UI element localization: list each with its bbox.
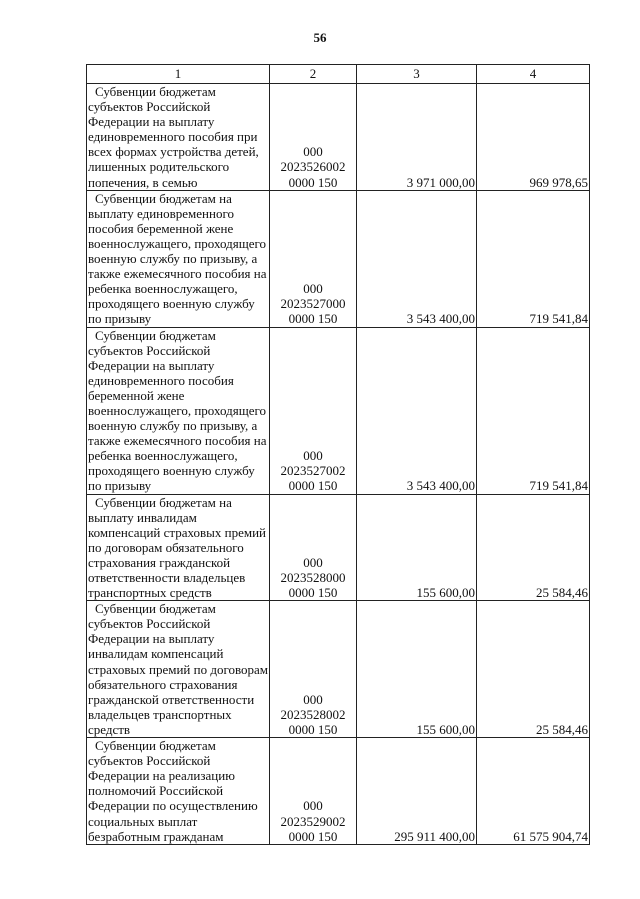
description-line: страхования гражданской [88,554,231,570]
row-description [87,494,270,601]
row-code [270,494,357,601]
description-line: военную службу по призыву, а [88,251,258,267]
code-line: 0000 150 [288,828,338,844]
description-line: субъектов Российской [88,342,211,358]
description-line: социальных выплат [88,813,198,829]
description-line: ребенка военнослужащего, [88,281,238,297]
code-line: 0000 150 [288,311,338,327]
description-line: всех формах устройства детей, [88,144,259,160]
description-line: лишенных родительского [88,159,230,175]
description-line: военнослужащего, проходящего [88,235,266,251]
row-amount-col3: 155 600,00 [357,601,477,738]
row-description [87,327,270,494]
description-line: субъектов Российской [88,753,211,769]
column-header-1: 1 [87,65,270,84]
description-line: военнослужащего, проходящего [88,402,266,418]
code-line: 000 2023529002 [280,798,346,829]
table-row [87,738,590,845]
row-code [270,84,357,191]
row-amount-col4: 969 978,65 [477,84,590,191]
code-line: 0000 150 [288,585,338,601]
row-description [87,84,270,191]
description-line: полномочий Российской [88,783,224,799]
description-line: Субвенции бюджетам [95,327,216,343]
row-amount-col4: 25 584,46 [477,494,590,601]
row-description [87,738,270,845]
description-line: военную службу по призыву, а [88,418,258,434]
row-amount-col3: 3 971 000,00 [357,84,477,191]
row-amount-col4: 719 541,84 [477,190,590,327]
table-row [87,601,590,738]
code-line: 000 2023527002 [280,448,346,479]
description-line: гражданской ответственности [88,691,255,707]
row-amount-col4: 25 584,46 [477,601,590,738]
table-row [87,190,590,327]
row-description [87,601,270,738]
code-line: 0000 150 [288,174,338,190]
code-line: 0000 150 [288,721,338,737]
table-header-row [87,65,590,84]
row-amount-col3: 295 911 400,00 [357,738,477,845]
description-line: Федерации по осуществлению [88,798,258,814]
description-line: Федерации на выплату [88,357,215,373]
row-amount-col3: 3 543 400,00 [357,190,477,327]
description-line: Федерации на реализацию [88,768,235,784]
code-line: 000 2023528000 [280,554,346,585]
description-line: Субвенции бюджетам [95,84,216,99]
description-line: субъектов Российской [88,99,211,115]
description-line: владельцев транспортных [88,706,232,722]
description-line: Субвенции бюджетам [95,738,216,754]
row-amount-col4: 719 541,84 [477,327,590,494]
description-line: выплату инвалидам [88,509,197,525]
description-line: Субвенции бюджетам на [95,494,232,510]
description-line: средств [88,721,131,737]
description-line: Федерации на выплату [88,631,215,647]
description-line: Федерации на выплату [88,114,215,130]
description-line: инвалидам компенсаций [88,646,224,662]
description-line: выплату единовременного [88,205,234,221]
description-line: Субвенции бюджетам [95,601,216,617]
budget-table [86,64,590,845]
description-line: по призыву [88,478,152,494]
description-line: ребенка военнослужащего, [88,448,238,464]
description-line: проходящего военную службу [88,296,255,312]
row-amount-col3: 155 600,00 [357,494,477,601]
table-row [87,327,590,494]
table-body [87,84,590,845]
description-line: пособия беременной жене [88,220,234,236]
description-line: единовременного пособия при [88,129,258,145]
row-code [270,601,357,738]
description-line: по призыву [88,311,152,327]
code-line: 000 2023528002 [280,691,346,722]
description-line: проходящего военную службу [88,463,255,479]
description-line: страховых премий по договорам [88,661,269,677]
row-amount-col3: 3 543 400,00 [357,327,477,494]
description-line: также ежемесячного пособия на [88,266,267,282]
description-line: транспортных средств [88,585,212,601]
description-line: Субвенции бюджетам на [95,190,232,206]
column-header-4: 4 [477,65,590,84]
description-line: попечения, в семью [88,174,198,190]
row-code [270,190,357,327]
row-code [270,327,357,494]
description-line: по договорам обязательного [88,539,244,555]
column-header-2: 2 [270,65,357,84]
table-row [87,84,590,191]
code-line: 000 2023526002 [280,144,346,175]
description-line: обязательного страхования [88,676,238,692]
column-header-3: 3 [357,65,477,84]
row-amount-col4: 61 575 904,74 [477,738,590,845]
description-line: также ежемесячного пособия на [88,433,267,449]
row-description [87,190,270,327]
description-line: единовременного пособия [88,372,234,388]
table-row [87,494,590,601]
page-number: 56 [313,30,327,45]
description-line: компенсаций страховых премий [88,524,267,540]
description-line: ответственности владельцев [88,570,246,585]
description-line: субъектов Российской [88,616,211,632]
code-line: 000 2023527000 [280,281,346,312]
description-line: безработным гражданам [88,828,224,844]
code-line: 0000 150 [288,478,338,494]
row-code [270,738,357,845]
description-line: беременной жене [88,387,185,403]
